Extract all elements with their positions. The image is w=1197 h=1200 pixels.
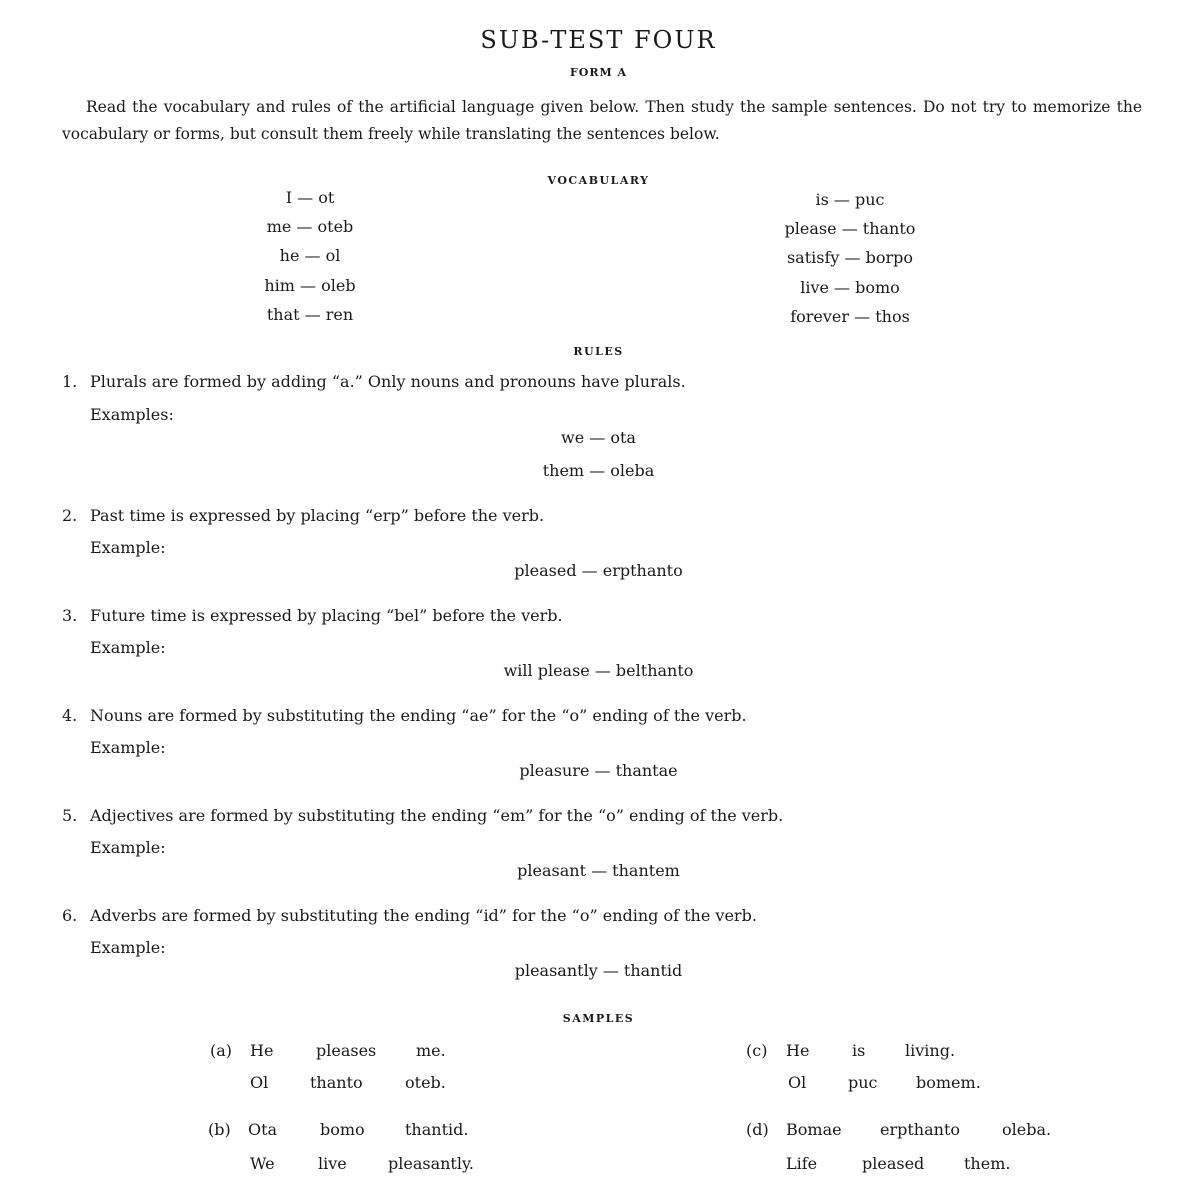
rule-number: 2. bbox=[62, 506, 78, 525]
sample-word: puc bbox=[848, 1073, 878, 1092]
rule-5 bbox=[62, 806, 783, 825]
rule-text: Nouns are formed by substituting the ending “ae” for the “o” ending of the verb. bbox=[90, 706, 747, 725]
rule-1 bbox=[62, 372, 686, 391]
rule-text: Future time is expressed by placing “bel” before the verb. bbox=[90, 606, 563, 625]
example-line: will please — belthanto bbox=[503, 661, 694, 680]
sample-label: (a) bbox=[210, 1041, 233, 1060]
sample-word: living. bbox=[905, 1041, 956, 1060]
vocab-entry: please — thanto bbox=[784, 219, 916, 238]
samples-heading: SAMPLES bbox=[562, 1012, 635, 1025]
sample-word: bomem. bbox=[916, 1073, 981, 1092]
rule-number: 3. bbox=[62, 606, 78, 625]
sample-label: (c) bbox=[746, 1041, 768, 1060]
vocab-entry: that — ren bbox=[266, 305, 354, 324]
sample-word: bomo bbox=[320, 1120, 365, 1139]
vocab-entry: live — bomo bbox=[800, 278, 900, 297]
rule-number: 6. bbox=[62, 906, 78, 925]
vocab-entry: I — ot bbox=[285, 188, 335, 207]
example-line: we — ota bbox=[561, 428, 636, 447]
sample-word: oteb. bbox=[405, 1073, 446, 1092]
sample-word: He bbox=[250, 1041, 274, 1060]
sample-word: Bomae bbox=[786, 1120, 842, 1139]
sample-word: He bbox=[786, 1041, 810, 1060]
example-label: Example: bbox=[90, 738, 166, 757]
vocabulary-heading: VOCABULARY bbox=[547, 174, 650, 187]
example-line: pleased — erpthanto bbox=[514, 561, 683, 580]
example-label: Example: bbox=[90, 938, 166, 957]
vocab-entry: satisfy — borpo bbox=[786, 248, 914, 267]
sample-word: oleba. bbox=[1002, 1120, 1052, 1139]
sample-word: thanto bbox=[310, 1073, 363, 1092]
form-label: FORM A bbox=[569, 66, 628, 79]
rule-4 bbox=[62, 706, 747, 725]
example-label: Example: bbox=[90, 638, 166, 657]
sample-word: pleased bbox=[862, 1154, 925, 1173]
rule-text: Adverbs are formed by substituting the ending “id” for the “o” ending of the verb. bbox=[90, 906, 757, 925]
sample-word: Ol bbox=[250, 1073, 269, 1092]
rules-heading: RULES bbox=[573, 345, 624, 358]
rule-3 bbox=[62, 606, 563, 625]
rule-text: Past time is expressed by placing “erp” before the verb. bbox=[90, 506, 545, 525]
example-line: pleasant — thantem bbox=[517, 861, 680, 880]
sample-word: We bbox=[250, 1154, 275, 1173]
sample-word: me. bbox=[416, 1041, 446, 1060]
sample-word: is bbox=[852, 1041, 866, 1060]
rule-number: 5. bbox=[62, 806, 78, 825]
example-label: Example: bbox=[90, 838, 166, 857]
sample-label: (b) bbox=[208, 1120, 231, 1139]
rule-text: Plurals are formed by adding “a.” Only nouns and pronouns have plurals. bbox=[90, 372, 686, 391]
sample-word: live bbox=[318, 1154, 347, 1173]
example-line: pleasure — thantae bbox=[519, 761, 678, 780]
example-line: pleasantly — thantid bbox=[514, 961, 683, 980]
sample-word: pleases bbox=[316, 1041, 377, 1060]
vocab-entry: him — oleb bbox=[264, 276, 356, 295]
rule-text: Adjectives are formed by substituting the ending “em” for the “o” ending of the verb. bbox=[90, 806, 784, 825]
rule-6 bbox=[62, 906, 757, 925]
instructions-paragraph: Read the vocabulary and rules of the artificial language given below. Then study the sample sentences. Do not try to memorize the vocabulary or forms, but consult them freely while translating the sentences below. bbox=[62, 98, 1142, 143]
rule-number: 4. bbox=[62, 706, 78, 725]
sample-word: Life bbox=[786, 1154, 818, 1173]
vocab-entry: is — puc bbox=[815, 190, 885, 209]
rule-2 bbox=[62, 506, 544, 525]
sample-word: thantid. bbox=[405, 1120, 469, 1139]
page-title: SUB-TEST FOUR bbox=[480, 26, 717, 54]
rule-number: 1. bbox=[62, 372, 78, 391]
sample-word: pleasantly. bbox=[388, 1154, 474, 1173]
examples-label: Examples: bbox=[90, 405, 174, 424]
example-line: them — oleba bbox=[542, 461, 655, 480]
sample-word: erpthanto bbox=[880, 1120, 960, 1139]
vocab-entry: me — oteb bbox=[266, 217, 354, 236]
vocab-entry: forever — thos bbox=[790, 307, 910, 326]
sample-word: Ota bbox=[248, 1120, 278, 1139]
sample-word: Ol bbox=[788, 1073, 807, 1092]
sample-word: them. bbox=[964, 1154, 1011, 1173]
example-label: Example: bbox=[90, 538, 166, 557]
sample-label: (d) bbox=[746, 1120, 769, 1139]
vocab-entry: he — ol bbox=[279, 246, 341, 265]
